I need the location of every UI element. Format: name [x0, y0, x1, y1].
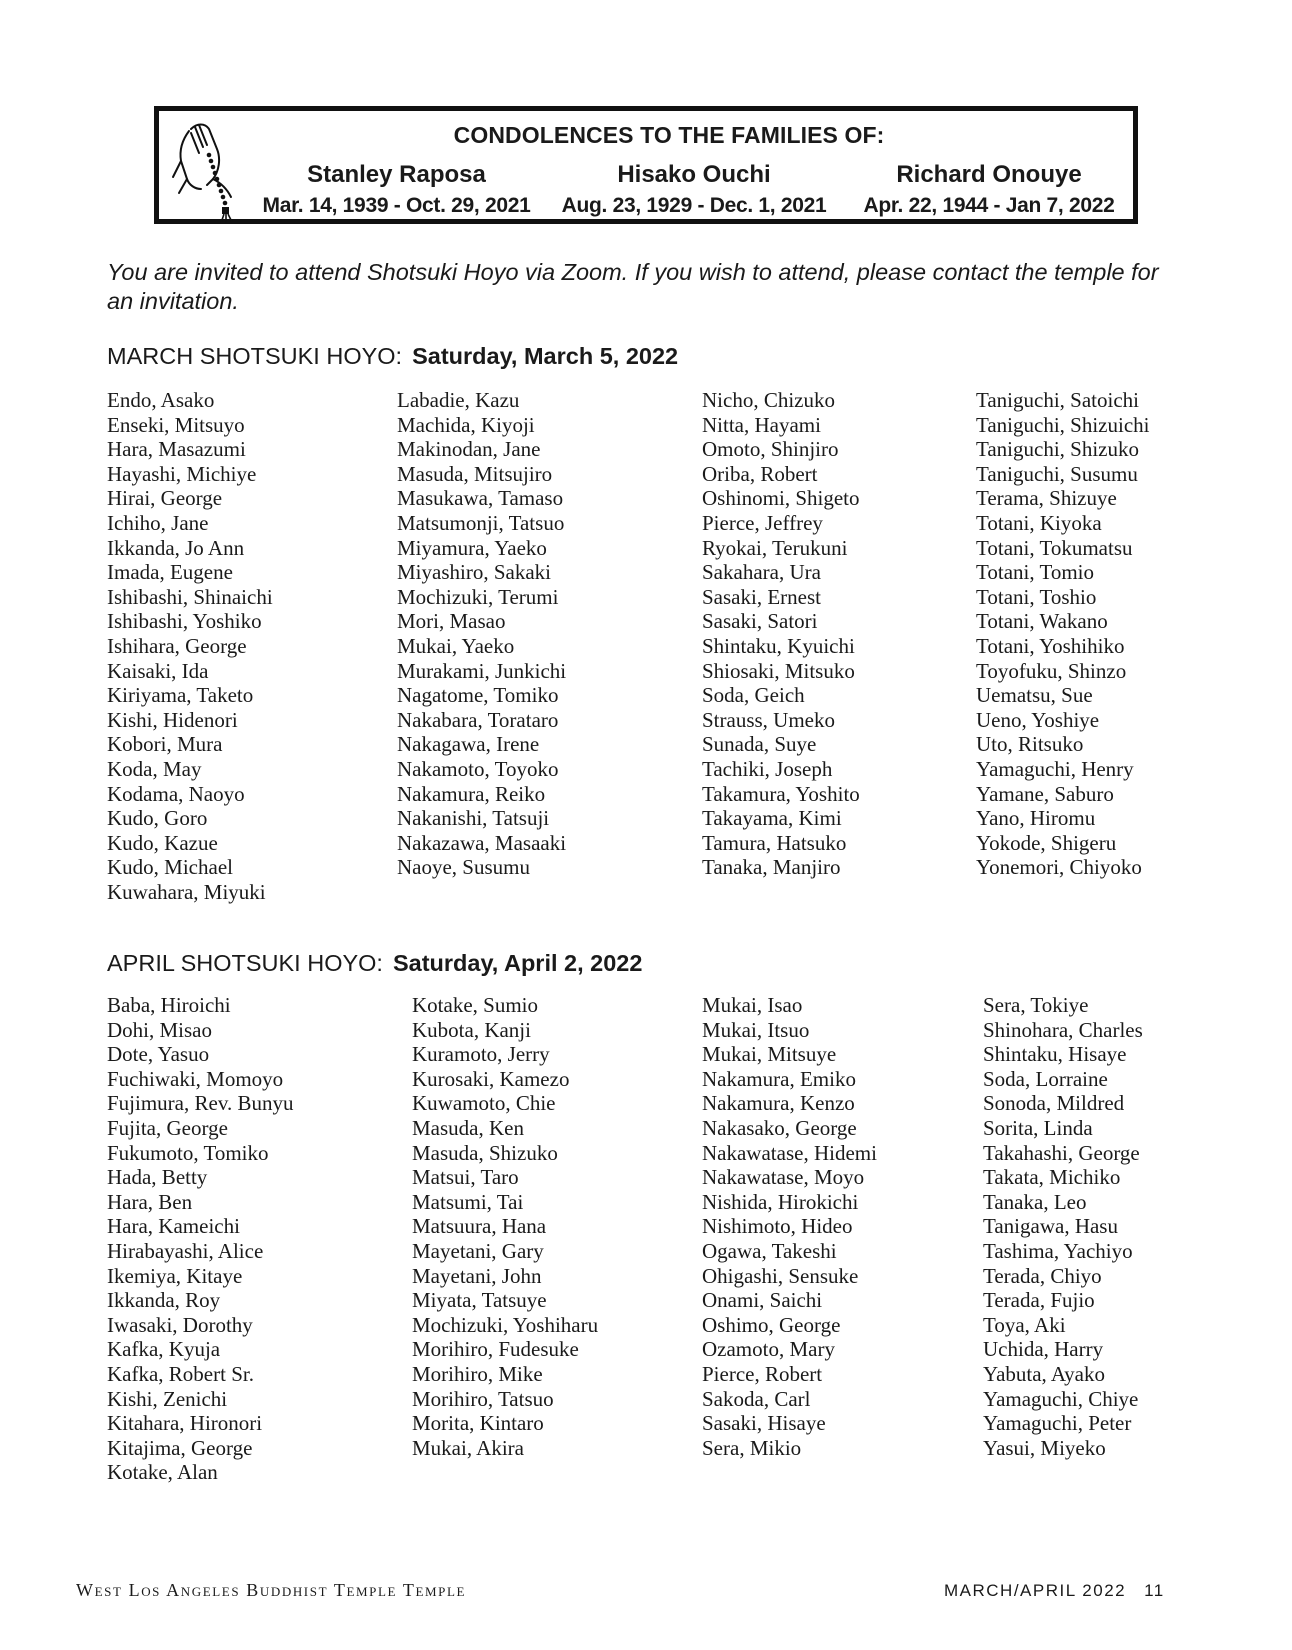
memorial-name: Yamaguchi, Peter — [983, 1411, 1132, 1436]
memorial-name: Hara, Kameichi — [107, 1214, 240, 1239]
memorial-name: Soda, Geich — [702, 683, 805, 708]
memorial-name: Yamaguchi, Chiye — [983, 1386, 1139, 1411]
memorial-name: Sonoda, Mildred — [983, 1091, 1125, 1116]
memorial-name: Kuwamoto, Chie — [412, 1091, 556, 1116]
memorial-name: Tanaka, Leo — [983, 1189, 1087, 1214]
memorial-name: Nakamura, Reiko — [397, 781, 546, 806]
memorial-name: Totani, Yoshihiko — [976, 633, 1125, 658]
memorial-name: Makinodan, Jane — [397, 437, 541, 462]
memorial-name: Mayetani, Gary — [412, 1238, 544, 1263]
memorial-name: Totani, Tokumatsu — [976, 535, 1133, 560]
memorial-name: Mori, Masao — [397, 609, 506, 634]
memorial-name: Shintaku, Hisaye — [983, 1042, 1127, 1067]
memorial-name: Shiosaki, Mitsuko — [702, 658, 855, 683]
memorial-name: Nishida, Hirokichi — [702, 1189, 859, 1214]
memorial-name: Matsumonji, Tatsuo — [397, 510, 565, 535]
memorial-name: Machida, Kiyoji — [397, 412, 535, 437]
memorial-name: Kudo, Michael — [107, 855, 233, 880]
memorial-name: Tamura, Hatsuko — [702, 830, 847, 855]
memorial-name: Toyofuku, Shinzo — [976, 658, 1127, 683]
condolences-box — [154, 106, 1138, 224]
memorial-name: Nakamoto, Toyoko — [397, 756, 559, 781]
person-dates: Apr. 22, 1944 - Jan 7, 2022 — [863, 194, 1115, 217]
memorial-name: Ichiho, Jane — [107, 510, 209, 535]
memorial-name: Shinohara, Charles — [983, 1017, 1143, 1042]
memorial-name: Terada, Chiyo — [983, 1263, 1102, 1288]
memorial-name: Uto, Ritsuko — [976, 732, 1084, 757]
memorial-name: Kuwahara, Miyuki — [107, 879, 266, 904]
memorial-name: Sorita, Linda — [983, 1115, 1093, 1140]
memorial-name: Sasaki, Satori — [702, 609, 818, 634]
memorial-name: Nakasako, George — [702, 1115, 857, 1140]
memorial-name: Enseki, Mitsuyo — [107, 412, 245, 437]
memorial-name: Fujita, George — [107, 1115, 228, 1140]
memorial-name: Nakabara, Torataro — [397, 707, 559, 732]
memorial-name: Nakagawa, Irene — [397, 732, 540, 757]
memorial-name: Matsuura, Hana — [412, 1214, 547, 1239]
condolence-person — [549, 161, 839, 218]
memorial-name: Morihiro, Tatsuo — [412, 1386, 554, 1411]
memorial-name: Kitahara, Hironori — [107, 1411, 263, 1436]
footer-issue-label: MARCH/APRIL 2022 — [944, 1581, 1127, 1600]
april-names-column-2 — [412, 993, 598, 1460]
april-names-column-1 — [107, 993, 293, 1485]
memorial-name: Nitta, Hayami — [702, 412, 821, 437]
memorial-name: Murakami, Junkichi — [397, 658, 567, 683]
memorial-name: Terama, Shizuye — [976, 486, 1117, 511]
memorial-name: Sera, Tokiye — [983, 993, 1089, 1017]
condolence-person — [849, 161, 1129, 218]
memorial-name: Pierce, Robert — [702, 1361, 823, 1386]
memorial-name: Nakawatase, Hidemi — [702, 1140, 877, 1165]
memorial-name: Taniguchi, Satoichi — [976, 388, 1139, 412]
memorial-name: Miyashiro, Sakaki — [397, 560, 551, 585]
memorial-name: Ueno, Yoshiye — [976, 707, 1100, 732]
memorial-name: Endo, Asako — [107, 388, 215, 412]
memorial-name: Mukai, Itsuo — [702, 1017, 810, 1042]
memorial-name: Oshimo, George — [702, 1312, 841, 1337]
memorial-name: Onami, Saichi — [702, 1288, 823, 1313]
memorial-name: Taniguchi, Susumu — [976, 461, 1138, 486]
invitation-text: You are invited to attend Shotsuki Hoyo via Zoom. If you wish to attend, please contact the temple for an invitation. — [107, 259, 1159, 314]
memorial-name: Mochizuki, Yoshiharu — [412, 1312, 599, 1337]
memorial-name: Matsumi, Tai — [412, 1189, 524, 1214]
memorial-name: Masuda, Shizuko — [412, 1140, 558, 1165]
footer-publisher: West Los Angeles Buddhist Temple Temple — [76, 1580, 467, 1600]
memorial-name: Hirai, George — [107, 486, 223, 511]
memorial-name: Kudo, Kazue — [107, 830, 218, 855]
memorial-name: Tanigawa, Hasu — [983, 1214, 1118, 1239]
memorial-name: Ryokai, Terukuni — [702, 535, 848, 560]
memorial-name: Kishi, Zenichi — [107, 1386, 228, 1411]
april-date: Saturday, April 2, 2022 — [392, 950, 643, 976]
memorial-name: Nicho, Chizuko — [702, 388, 835, 412]
memorial-name: Fujimura, Rev. Bunyu — [107, 1091, 294, 1116]
memorial-name: Taniguchi, Shizuko — [976, 437, 1140, 462]
memorial-name: Yonemori, Chiyoko — [976, 855, 1142, 880]
memorial-name: Sakahara, Ura — [702, 560, 821, 585]
memorial-name: Kurosaki, Kamezo — [412, 1066, 570, 1091]
memorial-name: Ishibashi, Shinaichi — [107, 584, 273, 609]
memorial-name: Oriba, Robert — [702, 461, 818, 486]
memorial-name: Ikkanda, Jo Ann — [107, 535, 245, 560]
memorial-name: Uematsu, Sue — [976, 683, 1093, 708]
memorial-name: Mukai, Akira — [412, 1435, 524, 1460]
person-dates: Mar. 14, 1939 - Oct. 29, 2021 — [262, 194, 531, 217]
memorial-name: Fuchiwaki, Momoyo — [107, 1066, 284, 1091]
memorial-name: Ohigashi, Sensuke — [702, 1263, 859, 1288]
memorial-name: Shintaku, Kyuichi — [702, 633, 855, 658]
person-name: Hisako Ouchi — [617, 161, 771, 188]
memorial-name: Nakazawa, Masaaki — [397, 830, 567, 855]
memorial-name: Iwasaki, Dorothy — [107, 1312, 253, 1337]
memorial-name: Morita, Kintaro — [412, 1411, 544, 1436]
memorial-name: Yamaguchi, Henry — [976, 756, 1134, 781]
memorial-name: Ikemiya, Kitaye — [107, 1263, 243, 1288]
memorial-name: Naoye, Susumu — [397, 855, 530, 880]
march-names-column-3 — [702, 388, 860, 880]
memorial-name: Soda, Lorraine — [983, 1066, 1108, 1091]
memorial-name: Mukai, Yaeko — [397, 633, 515, 658]
memorial-name: Sasaki, Hisaye — [702, 1411, 826, 1436]
footer-issue — [944, 1581, 1165, 1601]
memorial-name: Masuda, Ken — [412, 1115, 524, 1140]
memorial-name: Hada, Betty — [107, 1165, 208, 1190]
memorial-name: Taniguchi, Shizuichi — [976, 412, 1150, 437]
memorial-name: Nakanishi, Tatsuji — [397, 806, 550, 831]
condolence-person — [259, 161, 534, 218]
memorial-name: Dohi, Misao — [107, 1017, 212, 1042]
memorial-name: Kaisaki, Ida — [107, 658, 209, 683]
memorial-name: Takayama, Kimi — [702, 806, 842, 831]
april-names-column-3 — [702, 993, 877, 1460]
memorial-name: Kobori, Mura — [107, 732, 223, 757]
memorial-name: Yokode, Shigeru — [976, 830, 1117, 855]
memorial-name: Nishimoto, Hideo — [702, 1214, 853, 1239]
memorial-name: Yano, Hiromu — [976, 806, 1096, 831]
memorial-name: Labadie, Kazu — [397, 388, 520, 412]
memorial-name: Mukai, Mitsuye — [702, 1042, 837, 1067]
memorial-name: Baba, Hiroichi — [107, 993, 231, 1017]
memorial-name: Yamane, Saburo — [976, 781, 1114, 806]
memorial-name: Kudo, Goro — [107, 806, 208, 831]
memorial-name: Strauss, Umeko — [702, 707, 835, 732]
april-names-column-4 — [983, 993, 1143, 1460]
march-names-column-1 — [107, 388, 273, 904]
memorial-name: Nakamura, Kenzo — [702, 1091, 855, 1116]
memorial-name: Kuramoto, Jerry — [412, 1042, 550, 1067]
memorial-name: Totani, Toshio — [976, 584, 1097, 609]
memorial-name: Kafka, Kyuja — [107, 1337, 221, 1362]
memorial-name: Hara, Ben — [107, 1189, 193, 1214]
memorial-name: Ishibashi, Yoshiko — [107, 609, 262, 634]
memorial-name: Tanaka, Manjiro — [702, 855, 841, 880]
march-date: Saturday, March 5, 2022 — [412, 343, 679, 369]
memorial-name: Hayashi, Michiye — [107, 461, 257, 486]
memorial-name: Takahashi, George — [983, 1140, 1140, 1165]
march-heading — [107, 343, 678, 370]
april-heading — [107, 950, 642, 977]
memorial-name: Kubota, Kanji — [412, 1017, 531, 1042]
memorial-name: Terada, Fujio — [983, 1288, 1095, 1313]
memorial-name: Imada, Eugene — [107, 560, 233, 585]
page-number: 11 — [1144, 1581, 1165, 1600]
person-name: Stanley Raposa — [307, 161, 486, 188]
memorial-name: Oshinomi, Shigeto — [702, 486, 860, 511]
memorial-name: Toya, Aki — [983, 1312, 1066, 1337]
memorial-name: Morihiro, Mike — [412, 1361, 543, 1386]
memorial-name: Dote, Yasuo — [107, 1042, 210, 1067]
memorial-name: Uchida, Harry — [983, 1337, 1104, 1362]
memorial-name: Mochizuki, Terumi — [397, 584, 559, 609]
memorial-name: Tachiki, Joseph — [702, 756, 833, 781]
memorial-name: Nakamura, Emiko — [702, 1066, 856, 1091]
march-names-column-4 — [976, 388, 1150, 880]
memorial-name: Sera, Mikio — [702, 1435, 802, 1460]
memorial-name: Kotake, Sumio — [412, 993, 538, 1017]
memorial-name: Hirabayashi, Alice — [107, 1238, 264, 1263]
memorial-name: Kotake, Alan — [107, 1460, 218, 1485]
memorial-name: Masukawa, Tamaso — [397, 486, 564, 511]
memorial-name: Kodama, Naoyo — [107, 781, 245, 806]
person-dates: Aug. 23, 1929 - Dec. 1, 2021 — [561, 194, 827, 217]
memorial-name: Sakoda, Carl — [702, 1386, 811, 1411]
memorial-name: Mukai, Isao — [702, 993, 803, 1017]
memorial-name: Miyamura, Yaeko — [397, 535, 547, 560]
memorial-name: Takamura, Yoshito — [702, 781, 860, 806]
memorial-name: Yasui, Miyeko — [983, 1435, 1106, 1460]
memorial-name: Masuda, Mitsujiro — [397, 461, 553, 486]
march-names-column-2 — [397, 388, 566, 880]
memorial-name: Nakawatase, Moyo — [702, 1165, 865, 1190]
memorial-name: Tashima, Yachiyo — [983, 1238, 1133, 1263]
memorial-name: Sunada, Suye — [702, 732, 817, 757]
memorial-name: Totani, Wakano — [976, 609, 1108, 634]
memorial-name: Sasaki, Ernest — [702, 584, 821, 609]
memorial-name: Totani, Kiyoka — [976, 510, 1102, 535]
memorial-name: Kafka, Robert Sr. — [107, 1361, 254, 1386]
memorial-name: Ozamoto, Mary — [702, 1337, 835, 1362]
memorial-name: Hara, Masazumi — [107, 437, 246, 462]
memorial-name: Morihiro, Fudesuke — [412, 1337, 579, 1362]
memorial-name: Totani, Tomio — [976, 560, 1095, 585]
memorial-name: Miyata, Tatsuye — [412, 1288, 547, 1313]
memorial-name: Omoto, Shinjiro — [702, 437, 839, 462]
memorial-name: Fukumoto, Tomiko — [107, 1140, 269, 1165]
memorial-name: Kishi, Hidenori — [107, 707, 238, 732]
memorial-name: Kiriyama, Taketo — [107, 683, 254, 708]
memorial-name: Koda, May — [107, 756, 202, 781]
memorial-name: Nagatome, Tomiko — [397, 683, 559, 708]
person-name: Richard Onouye — [896, 161, 1082, 188]
memorial-name: Mayetani, John — [412, 1263, 542, 1288]
memorial-name: Matsui, Taro — [412, 1165, 519, 1190]
memorial-name: Ikkanda, Roy — [107, 1288, 221, 1313]
memorial-name: Pierce, Jeffrey — [702, 510, 823, 535]
condolences-title: CONDOLENCES TO THE FAMILIES OF: — [453, 122, 885, 148]
memorial-name: Ishihara, George — [107, 633, 247, 658]
march-heading-label: MARCH SHOTSUKI HOYO: — [107, 343, 403, 369]
memorial-name: Yabuta, Ayako — [983, 1361, 1105, 1386]
memorial-name: Ogawa, Takeshi — [702, 1238, 837, 1263]
memorial-name: Kitajima, George — [107, 1435, 253, 1460]
april-heading-label: APRIL SHOTSUKI HOYO: — [107, 950, 383, 976]
memorial-name: Takata, Michiko — [983, 1165, 1121, 1190]
